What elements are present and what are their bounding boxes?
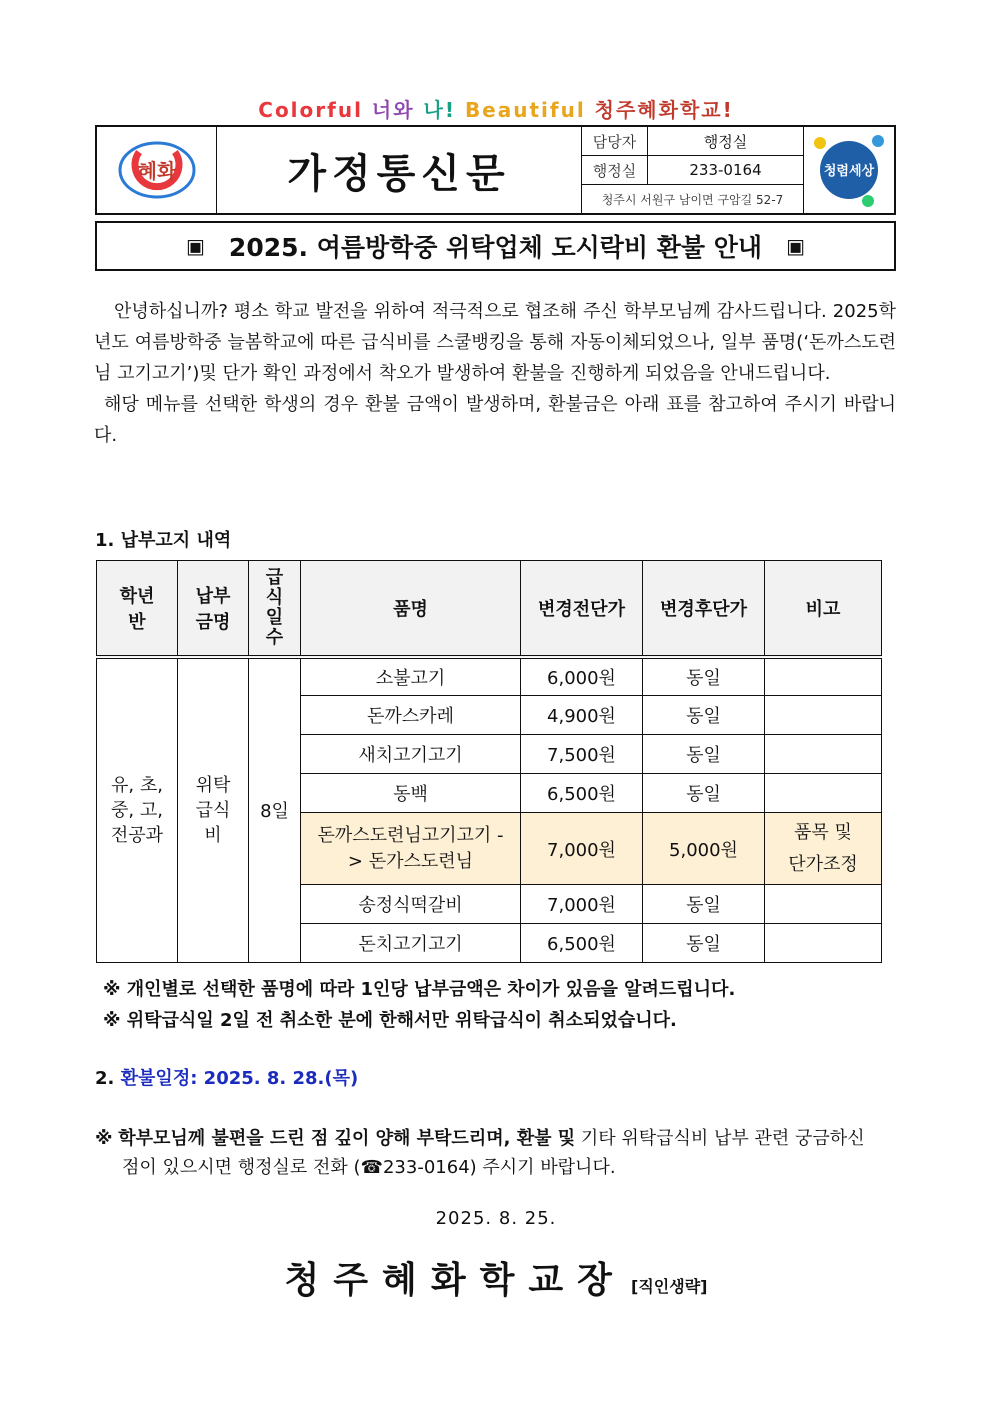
document-title: 가정통신문 (217, 127, 582, 213)
intro-text (94, 296, 896, 451)
item-cell: 돈까스카레 (301, 696, 521, 735)
notice-title: 2025. 여름방학중 위탁업체 도시락비 환불 안내 (228, 233, 763, 262)
header-item: 품명 (301, 561, 521, 657)
after-price-cell: 동일 (643, 885, 765, 924)
after-price-cell: 동일 (643, 774, 765, 813)
before-price-cell: 4,900원 (521, 696, 643, 735)
item-cell: 돈까스도련님고기고기 -> 돈가스도련님 (301, 813, 521, 885)
section-2-title (95, 1064, 358, 1090)
office-phone: 233-0164 (689, 161, 762, 179)
office-label: 행정실 (582, 156, 648, 184)
principal-name: 청주혜화학교장 (284, 1260, 626, 1301)
slogan-part-5: 청주혜화학교! (594, 98, 734, 122)
header-fee-name: 납부금명 (178, 561, 249, 657)
note-cell (765, 696, 882, 735)
note-cell (765, 924, 882, 963)
after-price-cell: 동일 (643, 735, 765, 774)
header-days: 급식일수 (249, 561, 301, 657)
school-address: 청주시 서원구 남이면 구암길 52-7 (601, 192, 784, 207)
note-line-2: ※ 위탁급식일 2일 전 취소한 분에 한해서만 위탁급식이 취소되었습니다. (103, 1010, 677, 1031)
refund-schedule: 환불일정: 2025. 8. 28.(목) (120, 1068, 359, 1089)
fee-name-cell: 위탁급식비 (178, 657, 249, 963)
header-note: 비고 (765, 561, 882, 657)
contact-rest-text: 기타 위탁급식비 납부 관련 궁금하신 (580, 1128, 865, 1149)
section-1-title: 1. 납부고지 내역 (95, 530, 232, 551)
integrity-badge (804, 127, 894, 213)
note-cell: 품목 및 단가조정 (765, 813, 882, 885)
school-logo (97, 127, 217, 213)
slogan-part-4: Beautiful (464, 98, 586, 122)
phone-row (582, 156, 803, 185)
after-price-cell: 동일 (643, 696, 765, 735)
issue-date: 2025. 8. 25. (435, 1208, 557, 1229)
contact-label: 담당자 (582, 127, 648, 155)
table-header-row (97, 561, 882, 657)
note-cell (765, 657, 882, 696)
after-price-cell: 동일 (643, 657, 765, 696)
header-before: 변경전단가 (521, 561, 643, 657)
contact-row (582, 127, 803, 156)
header-grade: 학년반 (97, 561, 178, 657)
badge-text: 청렴세상 (823, 164, 875, 179)
square-marker-left-icon: ▣ (186, 234, 205, 258)
contact-bold-text: 학부모님께 불편을 드린 점 깊이 양해 부탁드리며, 환불 및 (118, 1128, 576, 1149)
item-cell: 새치고기고기 (301, 735, 521, 774)
table-notes (103, 974, 735, 1036)
fee-table (96, 560, 882, 963)
section-2-number: 2. (95, 1068, 115, 1089)
slogan-part-3: 나! (423, 98, 456, 122)
after-price-cell: 동일 (643, 924, 765, 963)
days-cell: 8일 (249, 657, 301, 963)
contact-line-1: ※ 학부모님께 불편을 드린 점 깊이 양해 부탁드리며, 환불 및 기타 위탁급식비 납부 관련 궁금하신 (95, 1128, 865, 1149)
logo-text: 혜화 (137, 159, 176, 183)
contact-line-2: 점이 있으시면 행정실로 전화 (☎233-0164) 주시기 바랍니다. (122, 1157, 616, 1178)
item-cell: 소불고기 (301, 657, 521, 696)
note-cell (765, 735, 882, 774)
before-price-cell: 6,500원 (521, 924, 643, 963)
note-cell (765, 885, 882, 924)
header-after: 변경후단가 (643, 561, 765, 657)
item-cell: 돈치고기고기 (301, 924, 521, 963)
before-price-cell: 6,500원 (521, 774, 643, 813)
square-marker-right-icon: ▣ (786, 234, 805, 258)
newsletter-header (95, 125, 896, 215)
table-row (97, 657, 882, 696)
school-logo-icon (117, 140, 197, 200)
integrity-badge-icon (808, 129, 890, 211)
after-price-cell: 5,000원 (643, 813, 765, 885)
contact-info (582, 127, 804, 213)
grade-cell: 유, 초, 중, 고, 전공과 (97, 657, 178, 963)
note-line-1: ※ 개인별로 선택한 품명에 따라 1인당 납부금액은 차이가 있음을 알려드립니다. (103, 979, 736, 1000)
notice-title-box (95, 221, 896, 271)
before-price-cell: 7,000원 (521, 885, 643, 924)
before-price-cell: 6,000원 (521, 657, 643, 696)
principal-signature (0, 1252, 992, 1303)
item-cell: 동백 (301, 774, 521, 813)
before-price-cell: 7,500원 (521, 735, 643, 774)
before-price-cell: 7,000원 (521, 813, 643, 885)
slogan-part-1: Colorful (258, 98, 363, 122)
note-cell (765, 774, 882, 813)
school-slogan (0, 94, 992, 123)
contact-value: 행정실 (703, 132, 748, 151)
intro-paragraph-1: 안녕하십니까? 평소 학교 발전을 위하여 적극적으로 협조해 주신 학부모님께 감사드립니다. 2025학년도 여름방학중 늘봄학교에 따른 급식비를 스쿨뱅킹을 통해 자동이체되었으나, 일부 품명(‘돈까스도련님 고기고기’)및 단가 확인 과정에서 착오가 발생하여 환불을 진행하게 되었음을 안내드립니다. (94, 301, 896, 384)
intro-paragraph-2: 해당 메뉴를 선택한 학생의 경우 환불 금액이 발생하며, 환불금은 아래 표를 참고하여 주시기 바랍니다. (94, 394, 896, 446)
contact-notice (95, 1124, 896, 1182)
seal-omitted: [직인생략] (631, 1277, 708, 1296)
item-cell: 송정식떡갈비 (301, 885, 521, 924)
slogan-part-2: 너와 (371, 98, 415, 122)
